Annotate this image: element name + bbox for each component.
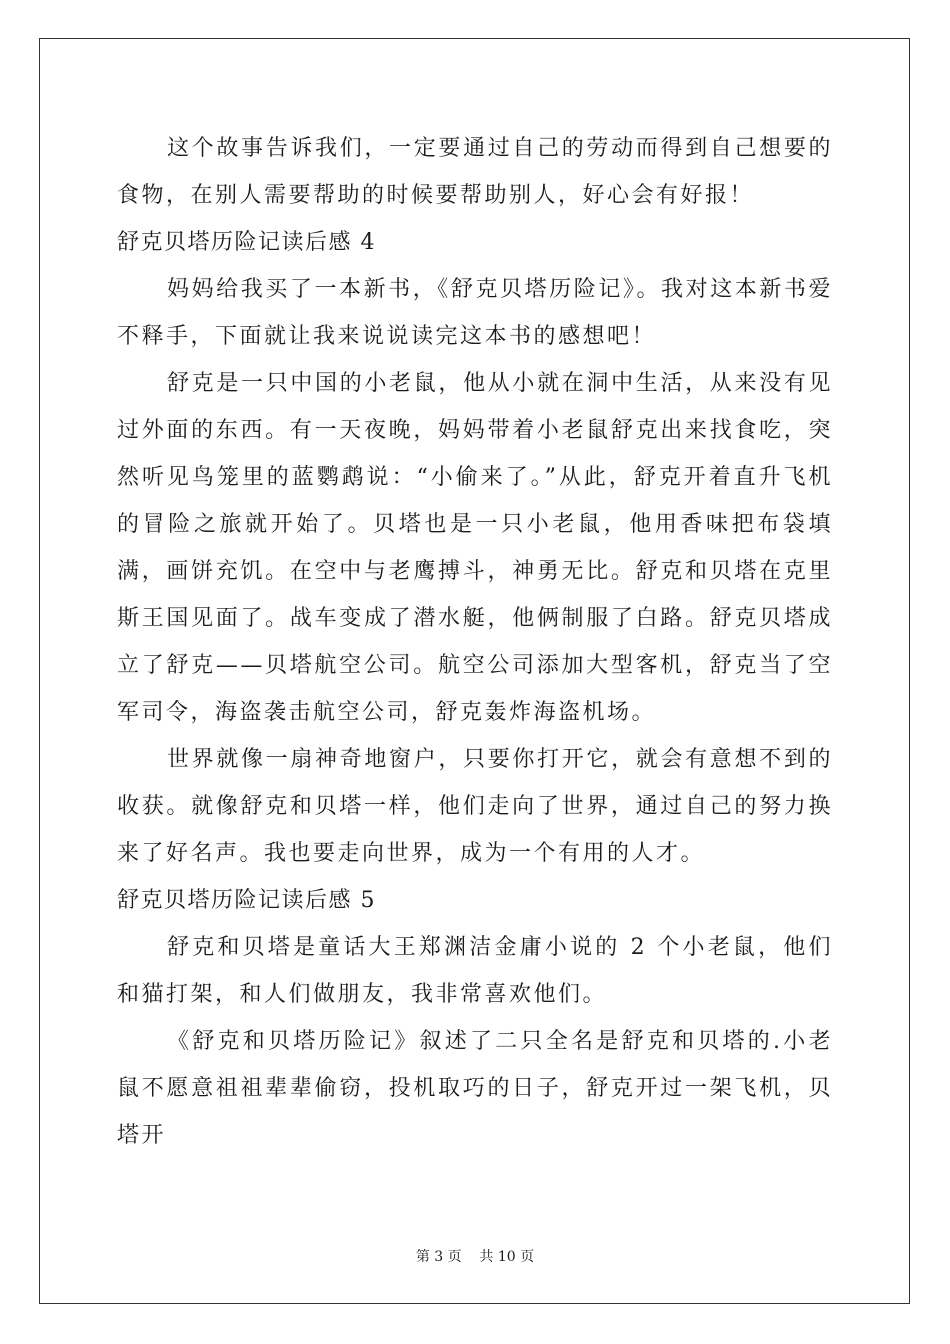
paragraph: 《舒克和贝塔历险记》叙述了二只全名是舒克和贝塔的.小老鼠不愿意祖祖辈辈偷窃，投机取巧的日子，舒克开过一架飞机，贝塔开 <box>117 1029 833 1148</box>
document-body <box>117 125 833 1159</box>
section-heading: 舒克贝塔历险记读后感 4 <box>117 230 376 255</box>
paragraph: 世界就像一扇神奇地窗户，只要你打开它，就会有意想不到的收获。就像舒克和贝塔一样，他们走向了世界，通过自己的努力换来了好名声。我也要走向世界，成为一个有用的人才。 <box>117 747 833 866</box>
paragraph: 舒克和贝塔是童话大王郑渊洁金庸小说的 2 个小老鼠，他们和猫打架，和人们做朋友，我非常喜欢他们。 <box>117 935 833 1007</box>
paragraph: 这个故事告诉我们，一定要通过自己的劳动而得到自己想要的食物，在别人需要帮助的时候要帮助别人，好心会有好报！ <box>117 136 833 208</box>
page-footer <box>0 1247 950 1267</box>
page-number: 第 3 页 共 10 页 <box>415 1249 535 1265</box>
paragraph: 舒克是一只中国的小老鼠，他从小就在洞中生活，从来没有见过外面的东西。有一天夜晚，妈妈带着小老鼠舒克出来找食吃，突然听见鸟笼里的蓝鹦鹉说：“小偷来了。”从此，舒克开着直升飞机的冒险之旅就开始了。贝塔也是一只小老鼠，他用香味把布袋填满，画饼充饥。在空中与老鹰搏斗，神勇无比。舒克和贝塔在克里斯王国见面了。战车变成了潜水艇，他俩制服了白路。舒克贝塔成立了舒克——贝塔航空公司。航空公司添加大型客机，舒克当了空军司令，海盗袭击航空公司，舒克轰炸海盗机场。 <box>117 371 833 725</box>
paragraph: 妈妈给我买了一本新书，《舒克贝塔历险记》。我对这本新书爱不释手，下面就让我来说说读完这本书的感想吧！ <box>117 277 833 349</box>
section-heading: 舒克贝塔历险记读后感 5 <box>117 888 376 913</box>
